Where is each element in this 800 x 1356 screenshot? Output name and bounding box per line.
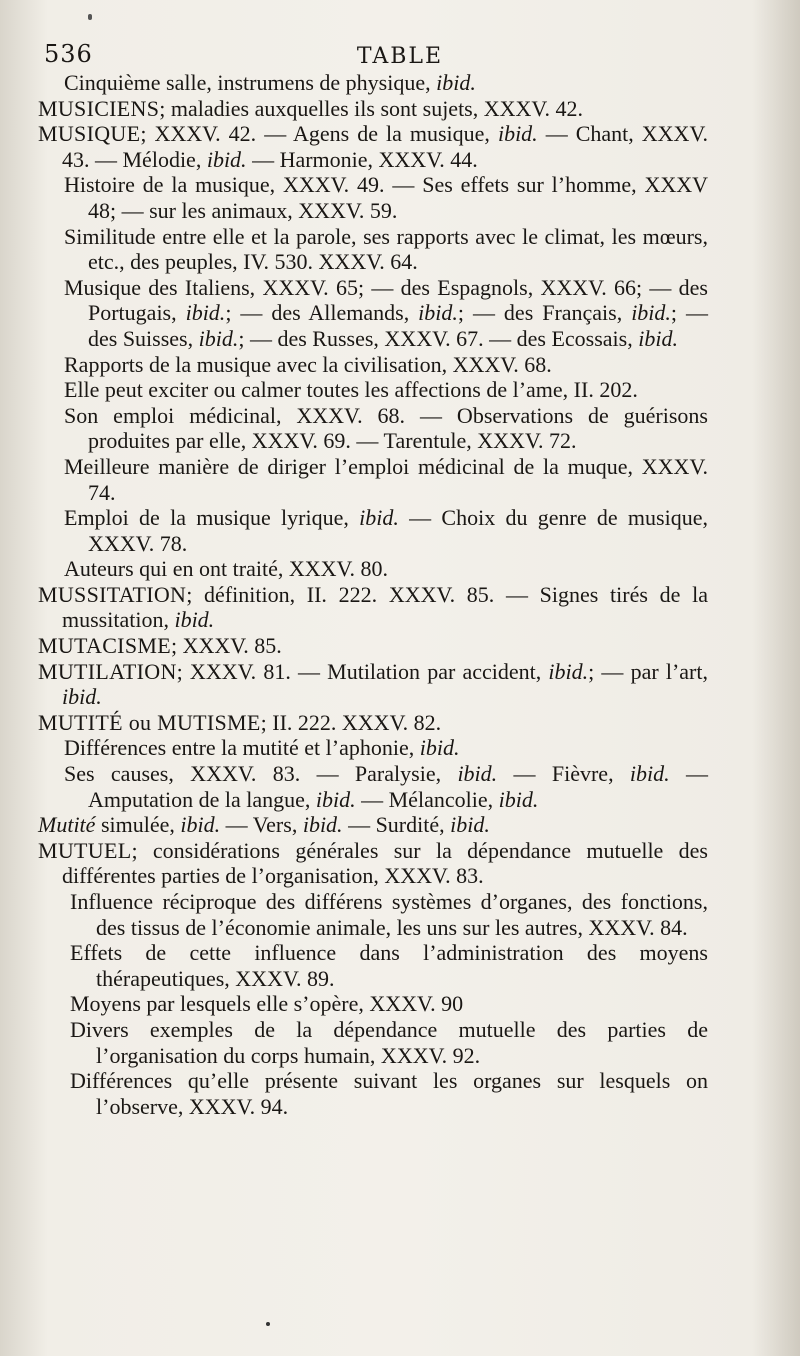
index-subentry [38,403,708,454]
entry-text: ; considérations générales sur la dépendance mutuelle des différentes parties de l’organisation, XXXV. 83. [62,837,708,889]
italic-reference: ibid. [436,70,476,95]
italic-reference: ibid. [457,761,498,787]
italic-reference: ibid. [185,300,226,326]
entry-text: ; — par l’art, [588,658,708,684]
index-subentry [38,224,708,275]
entry-text: Différences qu’elle présente suivant les organes sur lesquels on l’observe, XXXV. 94. [70,1068,708,1119]
entry-text: ; XXXV. 85. [170,633,282,659]
entry-text: Cinquième salle, instrumens de physique, [64,70,437,95]
entry-text: ; XXXV. 42. — Agens de la musique, [140,121,498,147]
entry-text: — Choix du genre de musique, XXXV. 78. [88,505,708,556]
index-subentry [38,761,708,812]
entry-text: — Chant, XXXV. 43. — Mélodie, [62,121,708,172]
entry-text: Influence réciproque des différens systèmes d’organes, des fonctions, des tissus de l’économie animale, les uns sur les autres, XXXV. 84. [70,889,708,940]
entry-headword: MUTITÉ ou MUTISME [38,709,261,735]
print-mark [266,1322,270,1326]
entry-text: Divers exemples de la dépendance mutuelle des parties de l’organisation du corps humain, XXXV. 92. [70,1016,708,1068]
running-title: TABLE [356,44,444,69]
italic-reference: ibid. [450,812,490,838]
entry-text: ; — des Allemands, [225,300,419,326]
index-subentry [38,454,708,505]
entry-text: Auteurs qui en ont traité, XXXV. 80. [64,556,389,582]
entry-text: ; II. 222. XXXV. 82. [260,709,442,735]
index-subentry [38,352,708,378]
entry-text: ; définition, II. 222. XXXV. 85. — Signes tirés de la mussitation, [62,581,708,633]
entry-text: Différences entre la mutité et l’aphonie, [64,735,420,761]
italic-reference: ibid. [359,505,399,531]
entry-text: Similitude entre elle et la parole, ses rapports avec le climat, les mœurs, etc., des peuples, IV. 530. XXXV. 64. [64,223,708,275]
index-entry [38,121,708,172]
italic-reference: ibid. [62,684,102,710]
italic-reference: ibid. [418,300,458,326]
index-entry [38,812,708,838]
index-entry [38,710,708,736]
italic-reference: ibid. [548,658,589,684]
entry-text: Son emploi médicinal, XXXV. 68. — Observations de guérisons produites par elle, XXXV. 69. — Tarentule, XXXV. 72. [64,402,708,454]
entry-headword: MUTUEL [38,837,132,863]
index-entry [38,633,708,659]
index-subentry [38,1017,708,1068]
index-subentry [38,275,708,352]
entry-text: ; XXXV. 81. — Mutilation par accident, [176,658,549,684]
entry-headword: MUSSITATION [38,581,187,607]
entry-text: — Amputation de la langue, [88,761,709,812]
entry-text: — Harmonie, XXXV. 44. [246,146,478,172]
italic-reference: ibid. [629,761,670,787]
entry-text: Histoire de la musique, XXXV. 49. — Ses effets sur l’homme, XXXV 48; — sur les animaux, XXXV. 59. [64,172,708,223]
italic-reference: ibid. [638,325,678,351]
italic-reference: ibid. [206,146,247,172]
index-subentry [38,940,708,991]
entry-text: Meilleure manière de diriger l’emploi médicinal de la muque, XXXV. 74. [64,453,708,505]
entry-text: Rapports de la musique avec la civilisation, XXXV. 68. [64,351,552,377]
italic-reference: ibid. [174,607,215,633]
italic-reference: ibid. [302,812,343,838]
italic-reference: ibid. [497,121,538,147]
index-subentry [38,556,708,582]
index-entry [38,582,708,633]
entry-headword: MUTACISME [38,633,171,659]
italic-reference: ibid. [180,812,221,838]
index-subentry [38,735,708,761]
italic-reference: ibid. [198,325,239,351]
entry-text: ; — des Russes, XXXV. 67. — des Ecossais, [238,325,639,351]
ink-spot [88,14,92,20]
entry-text: — Vers, [220,812,303,838]
index-subentry [38,505,708,556]
index-entry [38,659,708,710]
entry-text: Moyens par lesquels elle s’opère, XXXV. 90 [70,991,464,1017]
entry-text: ; — des Français, [457,300,632,326]
entry-headword: MUSIQUE [38,121,141,147]
italic-reference: ibid. [631,300,671,326]
index-subentry [38,889,708,940]
index-body [38,70,708,1119]
entry-headword: MUSICIENS [38,95,160,121]
index-entry [38,96,708,122]
index-subentry [38,377,708,403]
italic-reference: ibid. [419,735,460,761]
entry-text: Effets de cette influence dans l’administration des moyens thérapeutiques, XXXV. 89. [70,940,708,991]
index-subentry [38,70,708,96]
italic-reference: ibid. [315,786,356,812]
entry-text: — Fièvre, [497,761,630,787]
entry-text: ; maladies auxquelles ils sont sujets, XXXV. 42. [159,95,583,121]
entry-text: Emploi de la musique lyrique, [64,505,360,531]
italic-reference: ibid. [498,786,539,812]
entry-headword: MUTILATION [38,658,177,684]
index-subentry [38,172,708,223]
entry-text: simulée, [95,812,181,838]
entry-text: ; — des Suisses, [88,300,708,351]
index-entry [38,838,708,889]
page-number: 536 [44,40,93,68]
entry-text: — Surdité, [342,812,451,838]
italic-reference: Mutité [38,812,96,838]
entry-text: Musique des Italiens, XXXV. 65; — des Espagnols, XXXV. 66; — des Portugais, [64,274,708,326]
entry-text: Elle peut exciter ou calmer toutes les affections de l’ame, II. 202. [64,377,638,403]
entry-text: Ses causes, XXXV. 83. — Paralysie, [64,761,458,787]
entry-text: — Mélancolie, [355,786,499,812]
index-subentry [38,991,708,1017]
index-subentry [38,1068,708,1119]
